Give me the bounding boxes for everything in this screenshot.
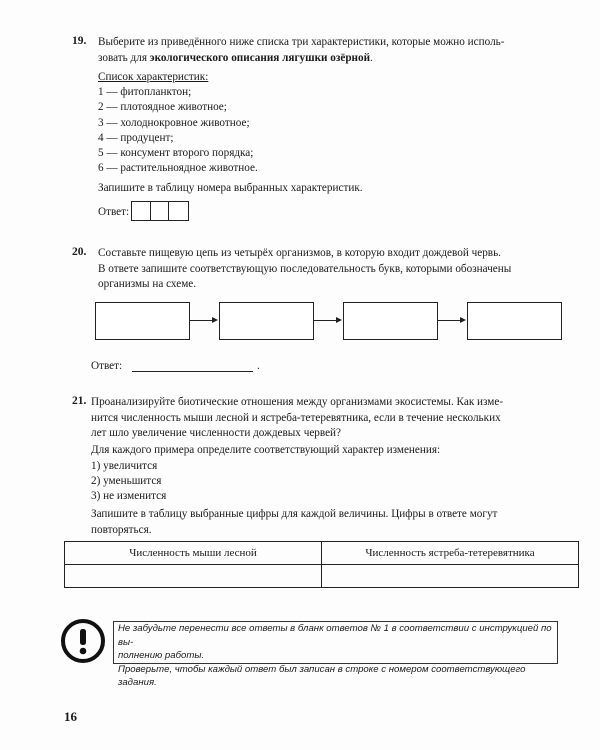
question-20-line-2: В ответе запишите соответствующую последовательность букв, которыми обозначены [98, 262, 512, 275]
instruction-line-1: Запишите в таблицу выбранные цифры для каждой величины. Цифры в ответе могут [91, 508, 498, 520]
arrow-right-icon [189, 320, 213, 321]
list-item: 2 — плотоядное животное; [98, 101, 227, 114]
exclamation-icon [60, 618, 106, 664]
food-chain-box-4[interactable] [467, 302, 562, 340]
notice-line-3: Проверьте, чтобы каждый ответ был записан в строке с номером соответствующего задания. [118, 663, 526, 688]
question-19-number: 19. [72, 35, 87, 47]
question-21-text [91, 395, 561, 442]
food-chain-box-2[interactable] [219, 302, 314, 340]
question-21-instruction [91, 507, 561, 538]
food-chain-box-3[interactable] [343, 302, 438, 340]
question-21-answer-table [64, 541, 579, 588]
question-20-number: 20. [72, 246, 87, 258]
arrowhead-icon [460, 317, 466, 323]
question-20-line-3: организмы на схеме. [98, 278, 197, 290]
list-item: 3 — холоднокровное животное; [98, 116, 250, 129]
list-item: 6 — растительноядное животное. [98, 162, 258, 175]
question-20-answer-tail: . [257, 360, 260, 372]
instruction-line-2: повторяться. [91, 523, 152, 536]
answer-cell[interactable] [132, 202, 151, 220]
food-chain-box-1[interactable] [95, 302, 190, 340]
answer-cell[interactable] [150, 202, 169, 220]
question-21-prompt: Для каждого примера определите соответствующий характер изменения: [91, 444, 441, 456]
table-header-cell: Численность ястреба-тетеревятника [322, 542, 579, 565]
characteristics-list [98, 85, 258, 177]
table-header-cell: Численность мыши лесной [65, 542, 322, 565]
question-20-answer-line[interactable] [132, 371, 253, 372]
question-19-line-2: зовать для экологического описания лягушки озёрной. [98, 51, 373, 64]
list-item: 3) не изменится [91, 490, 167, 502]
arrowhead-icon [336, 317, 342, 323]
characteristics-list-title: Список характеристик: [98, 71, 209, 83]
question-21-line-3: лет шло увеличение численности дождевых червей? [91, 427, 342, 439]
question-19-line-1: Выберите из приведённого ниже списка три характеристики, которые можно исполь- [98, 36, 505, 48]
question-19-answer-label: Ответ: [98, 206, 130, 218]
answer-cell[interactable] [168, 202, 188, 220]
answer-cell[interactable] [65, 565, 322, 588]
list-item: 2) уменьшится [91, 475, 162, 487]
arrowhead-icon [212, 317, 218, 323]
table-header-row [65, 542, 579, 565]
list-item: 1 — фитопланктон; [98, 86, 192, 98]
list-item: 4 — продуцент; [98, 131, 174, 144]
notice-line-1: Не забудьте перенести все ответы в бланк ответов № 1 в соответствии с инструкцией по вы- [118, 623, 552, 648]
question-19-answer-grid[interactable] [131, 201, 189, 221]
answer-cell[interactable] [322, 565, 579, 588]
question-21-line-1: Проанализируйте биотические отношения между организмами экосистемы. Как изме- [91, 396, 504, 408]
question-20-text [98, 246, 558, 293]
question-21-number: 21. [72, 395, 87, 407]
question-21-options [91, 459, 166, 504]
notice-line-2: полнению работы. [118, 650, 205, 661]
list-item: 5 — консумент второго порядка; [98, 147, 254, 160]
notice-box [113, 621, 558, 688]
arrow-right-icon [437, 320, 461, 321]
question-20-answer-label: Ответ: [91, 360, 123, 372]
page-number: 16 [64, 709, 77, 724]
question-21-line-2: нится численность мыши лесной и ястреба-тетеревятника, если в течение нескольких [91, 411, 501, 424]
table-row[interactable] [65, 565, 579, 588]
question-20-line-1: Составьте пищевую цепь из четырёх организмов, в которую входит дождевой червь. [98, 247, 501, 259]
list-item: 1) увеличится [91, 460, 158, 472]
arrow-right-icon [313, 320, 337, 321]
question-19-text [98, 35, 558, 66]
question-19-instruction: Запишите в таблицу номера выбранных характеристик. [98, 182, 363, 194]
